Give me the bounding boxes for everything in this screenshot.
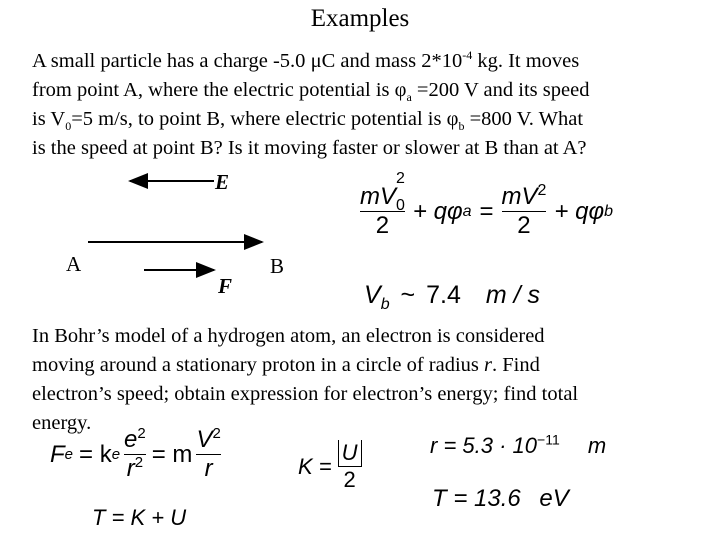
problem1-line2: from point A, where the electric potential is $\varphi_a =200$ V and its speed [32,79,590,105]
total-energy-value: T = 13.6 eV [432,485,569,512]
coulomb-force-equation: F e = k e $\frac{e^2}{r^2}$ = m $\frac{V^2}{r}$ [50,425,221,482]
problem1-line3: is $V_0=5$ m/s, to point B, where electric potential is $\varphi_b =800$ V. What [32,108,584,134]
slide-title: Examples [310,5,410,32]
speed-result: $V_b$ ~ 7.4 m / s [364,281,540,313]
energy-conservation-equation: mV 2 $_0$ 2 + qφ a = $\frac{mV^2}{2}$ + qφ b [360,170,614,239]
label-E: E [215,170,230,194]
problem1-line1: A small particle has a charge -5.0 μC and mass $2*10^{-4}$ kg. It moves [32,48,580,72]
bohr-radius-equation: $r = 5.3 \cdot 10^{-11}$ m [430,431,607,458]
label-A: A [66,252,82,276]
label-F: F [218,274,233,298]
kinetic-final: $\frac{mV^2}{2}$ [501,182,547,239]
kinetic-energy-equation: K = $\frac{U}{2}$ [298,440,362,493]
total-energy-equation: T = K + U [92,505,187,530]
problem2-text: In Bohr’s model of a hydrogen atom, an electron is considered moving around a stationary proton in a circle of radius r. Find electron’s speed; obtain expression for electron’s energy; find total energy. [32,325,579,434]
kinetic-initial: mV 2 $_0$ 2 [360,170,405,239]
problem1-line4: is the speed at point B? Is it moving faster or slower at B than at A? [32,137,587,159]
label-B: B [270,254,285,278]
